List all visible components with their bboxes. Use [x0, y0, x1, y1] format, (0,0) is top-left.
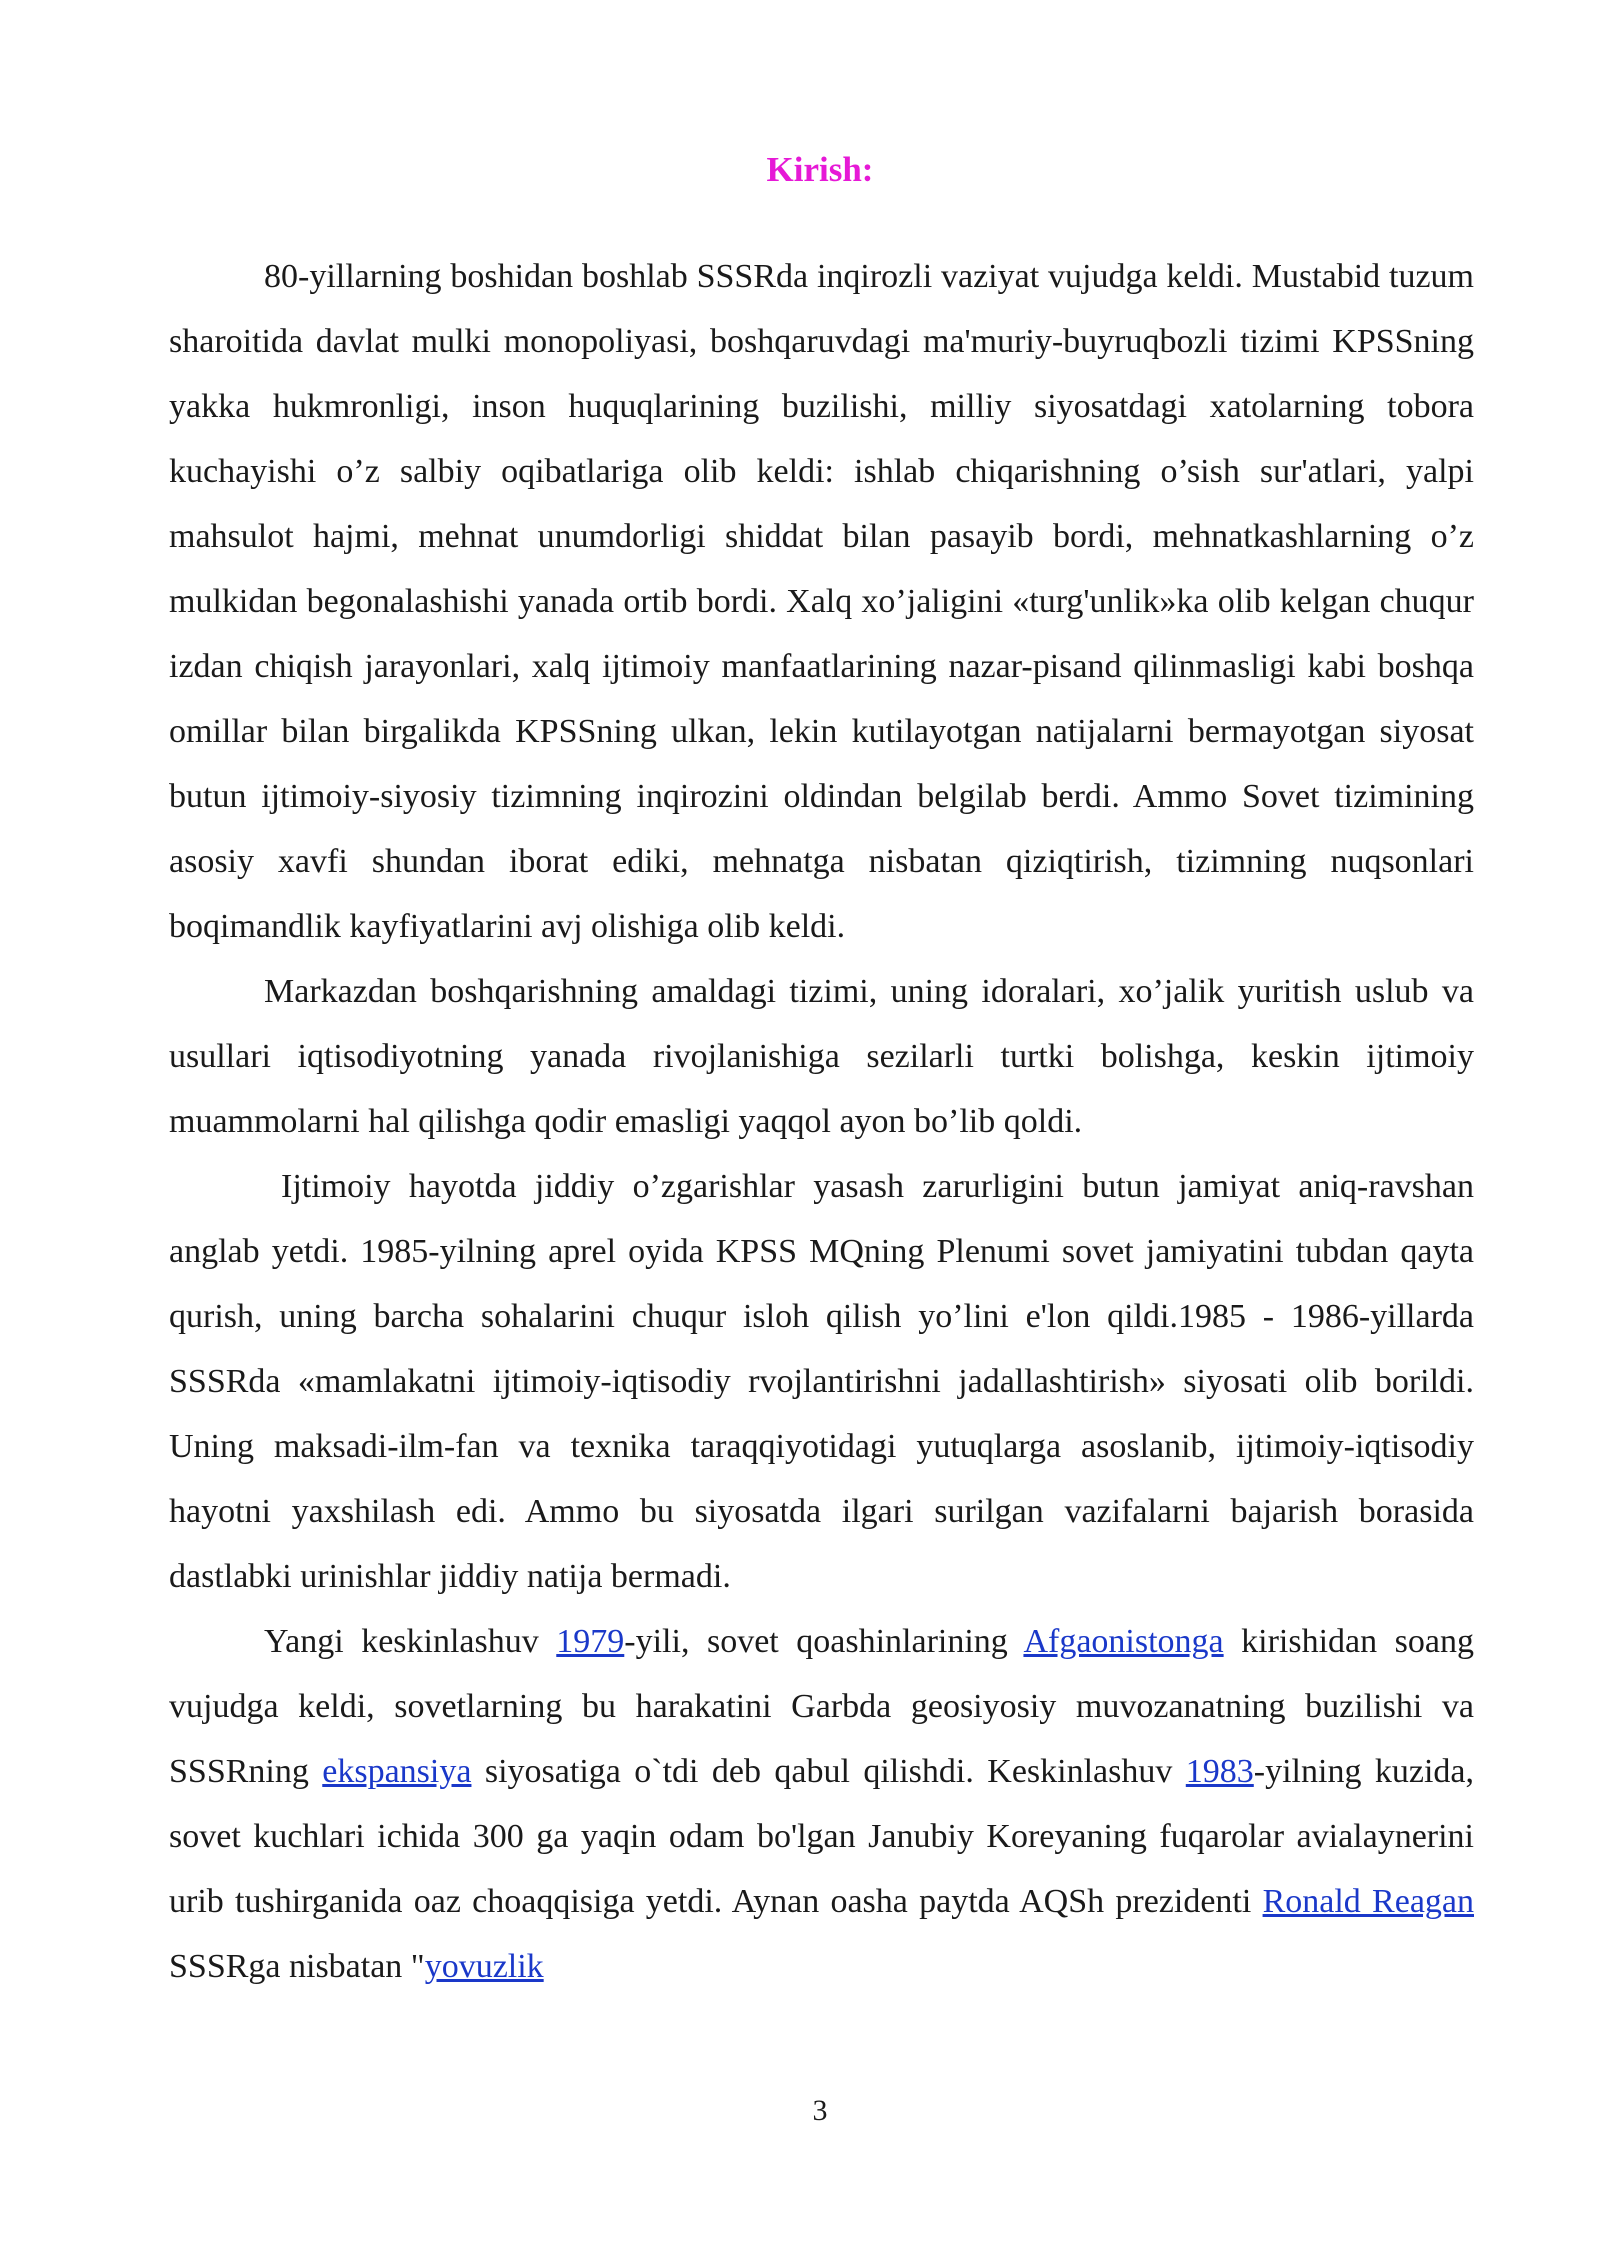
paragraph-1: 80-yillarning boshidan boshlab SSSRda inqirozli vaziyat vujudga keldi. Mustabid tuzum sharoitida davlat mulki monopoliyasi, boshqaruvdagi ma'muriy-buyruqbozli tizimi KPSSning yakka hukmronligi, inson huquqlarining buzilishi, milliy siyosatdagi xatolarning tobora kuchayishi o’z salbiy oqibatlariga olib keldi: ishlab chiqarishning o’sish sur'atlari, yalpi mahsulot hajmi, mehnat unumdorligi shiddat bilan pasayib bordi, mehnatkashlarning o’z mulkidan begonalashishi yanada ortib bordi. Xalq xo’jaligini «turg'unlik»ka olib kelgan chuqur izdan chiqish jarayonlari, xalq ijtimoiy manfaatlarining nazar-pisand qilinmasligi kabi boshqa omillar bilan birgalikda KPSSning ulkan, lekin kutilayotgan natijalarni bermayotgan siyosat butun ijtimoiy-siyosiy tizimning inqirozini oldindan belgilab berdi. Ammo Sovet tizimining asosiy xavfi shundan iborat ediki, mehnatga nisbatan qiziqtirish, tizimning nuqsonlari boqimandlik kayfiyatlarini avj olishiga olib keldi.: [169, 258, 1474, 945]
paragraph-4-text-1: Yangi keskinlashuv: [264, 1623, 557, 1660]
link-ekspansiya[interactable]: ekspansiya: [322, 1753, 472, 1790]
link-afgaonistonga[interactable]: Afgaonistonga: [1023, 1623, 1224, 1660]
page-number: 3: [812, 2094, 828, 2127]
paragraph-4-text-6: SSSRga nisbatan ": [169, 1948, 425, 1985]
paragraph-4-text-4: siyosatiga o`tdi deb qabul qilishdi. Keskinlashuv: [471, 1753, 1186, 1790]
paragraph-4-text-2: -yili, sovet qoashinlarining: [624, 1623, 1024, 1660]
link-yovuzlik[interactable]: yovuzlik: [424, 1948, 544, 1985]
body-text: [169, 244, 1474, 1999]
link-1983[interactable]: 1983: [1185, 1753, 1254, 1790]
paragraph-4-text-3: kirishidan soang vujudga keldi, sovetlarning bu harakatini Garbda geosiyosiy muvozanatning buzilishi va SSSRning: [169, 1623, 1474, 1790]
paragraph-2: Markazdan boshqarishning amaldagi tizimi, uning idoralari, xo’jalik yuritish uslub va usullari iqtisodiyotning yanada rivojlanishiga sezilarli turtki bolishga, keskin ijtimoiy muammolarni hal qilishga qodir emasligi yaqqol ayon bo’lib qoldi.: [169, 973, 1474, 1140]
link-ronald-reagan[interactable]: Ronald Reagan: [1262, 1883, 1474, 1920]
paragraph-4-text-5: -yilning kuzida, sovet kuchlari ichida 300 ga yaqin odam bo'lgan Janubiy Koreyaning fuqarolar avialaynerini urib tushirganida oaz choaqqisiga yetdi. Aynan oasha paytda AQSh prezidenti: [169, 1753, 1474, 1920]
section-heading: Kirish:: [766, 150, 874, 189]
paragraph-3: Ijtimoiy hayotda jiddiy o’zgarishlar yasash zarurligini butun jamiyat aniq-ravshan anglab yetdi. 1985-yilning aprel oyida KPSS MQning Plenumi sovet jamiyatini tubdan qayta qurish, uning barcha sohalarini chuqur isloh qilish yo’lini e'lon qildi.1985 - 1986-yillarda SSSRda «mamlakatni ijtimoiy-iqtisodiy rvojlantirishni jadallashtirish» siyosati olib borildi. Uning maksadi-ilm-fan va texnika taraqqiyotidagi yutuqlarga asoslanib, ijtimoiy-iqtisodiy hayotni yaxshilash edi. Ammo bu siyosatda ilgari surilgan vazifalarni bajarish borasida dastlabki urinishlar jiddiy natija bermadi.: [169, 1168, 1474, 1595]
paragraph-4: [169, 1609, 1474, 1999]
link-1979[interactable]: 1979: [556, 1623, 625, 1660]
